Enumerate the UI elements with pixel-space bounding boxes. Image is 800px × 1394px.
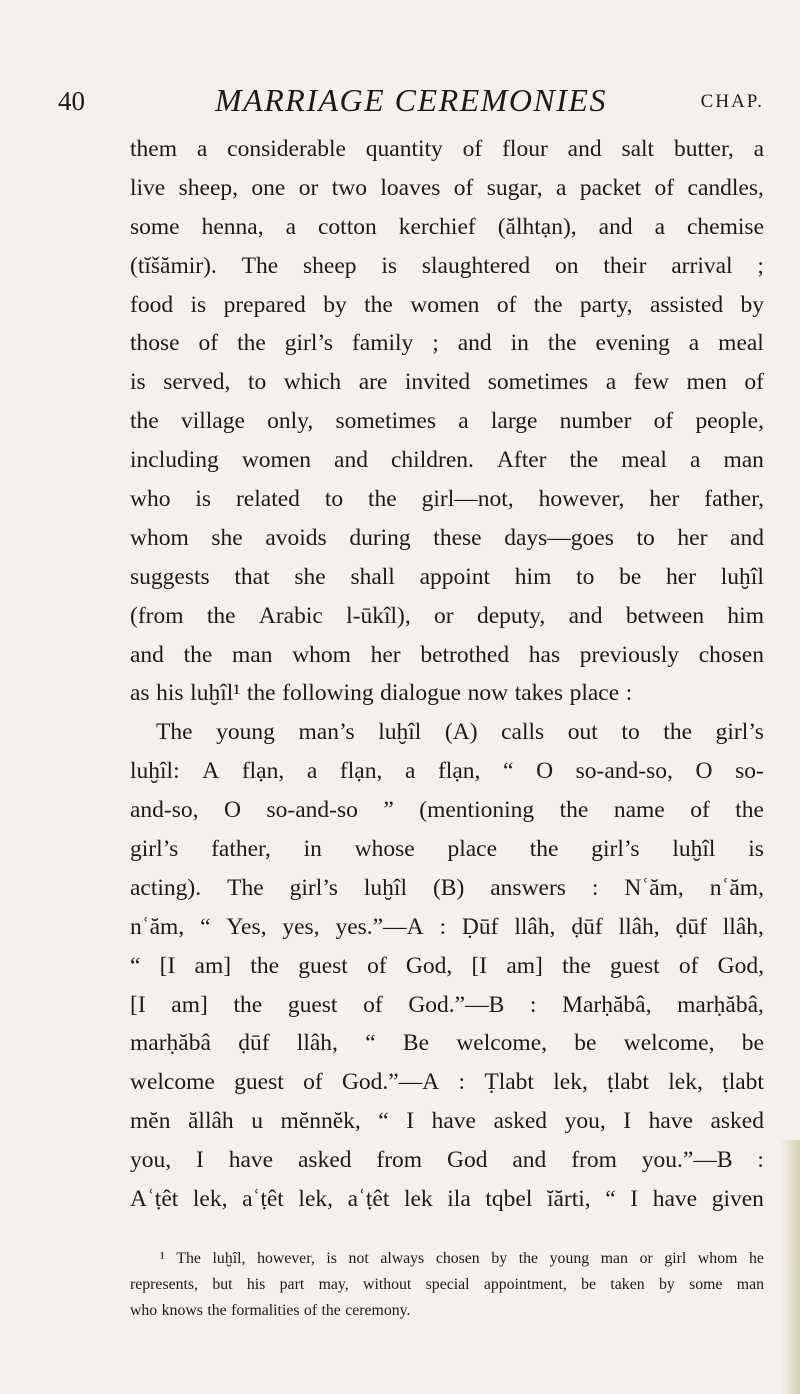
footnote-line: represents, but his part may, without special appointment, be taken by some man xyxy=(130,1276,764,1293)
text-line: the village only, sometimes a large number of people, xyxy=(130,408,764,435)
text-line: as his luḫîl¹ the following dialogue now takes place : xyxy=(130,680,633,707)
running-title: MARRIAGE CEREMONIES xyxy=(215,82,607,118)
text-line: suggests that she shall appoint him to be her luḫîl xyxy=(130,563,764,590)
footnotes xyxy=(130,1246,764,1324)
text-line: marḥăbâ ḍūf llâh, “ Be welcome, be welcome, be xyxy=(130,1030,764,1057)
text-line: live sheep, one or two loaves of sugar, a packet of candles, xyxy=(130,174,764,201)
text-line: welcome guest of God.”—A : Ṭlabt lek, ṭlabt lek, ṭlabt xyxy=(130,1069,764,1096)
text-line: them a considerable quantity of flour and salt butter, a xyxy=(130,136,764,162)
text-line: you, I have asked from God and from you.”—B : xyxy=(130,1147,764,1174)
text-line: (from the Arabic l-ūkîl), or deputy, and between him xyxy=(130,602,764,629)
text-line: and-so, O so-and-so ” (mentioning the name of the xyxy=(130,797,764,824)
text-line: acting). The girl’s luḫîl (B) answers : Nʿăm, nʿăm, xyxy=(130,874,764,901)
text-line: is served, to which are invited sometimes a few men of xyxy=(130,369,764,396)
text-line: Aʿṭêt lek, aʿṭêt lek, aʿṭêt lek ila tqbel ĭărti, “ I have given xyxy=(130,1186,764,1213)
text-line: (tĭšămir). The sheep is slaughtered on their arrival ; xyxy=(130,252,764,279)
text-line: mĕn ăllâh u mĕnnĕk, “ I have asked you, I have asked xyxy=(130,1108,764,1135)
chapter-label: CHAP. xyxy=(700,91,764,112)
text-line: including women and children. After the meal a man xyxy=(130,447,764,474)
text-line: The young man’s luḫîl (A) calls out to the girl’s xyxy=(156,719,764,746)
page-number: 40 xyxy=(58,86,85,116)
footnote-line: who knows the formalities of the ceremony. xyxy=(130,1302,411,1319)
page-header xyxy=(58,74,764,124)
text-line: [I am] the guest of God.”—B : Marḥăbâ, marḥăbâ, xyxy=(130,991,764,1018)
body-text xyxy=(130,130,764,1219)
footnote-line: ¹ The luḫîl, however, is not always chosen by the young man or girl whom he xyxy=(160,1250,764,1267)
text-line: and the man whom her betrothed has previously chosen xyxy=(130,641,764,668)
text-line: food is prepared by the women of the party, assisted by xyxy=(130,291,764,318)
text-line: luḫîl: A flạn, a flạn, a flạn, “ O so-and-so, O so- xyxy=(130,758,764,785)
text-line: “ [I am] the guest of God, [I am] the guest of God, xyxy=(130,952,764,979)
text-line: who is related to the girl—not, however, her father, xyxy=(130,486,764,513)
page-edge-stain xyxy=(780,1140,800,1394)
text-line: those of the girl’s family ; and in the evening a meal xyxy=(130,330,764,357)
text-line: some henna, a cotton kerchief (ălhtạn), and a chemise xyxy=(130,213,764,240)
text-line: nʿăm, “ Yes, yes, yes.”—A : Ḍūf llâh, ḍūf llâh, ḍūf llâh, xyxy=(130,913,764,940)
text-line: girl’s father, in whose place the girl’s luḫîl is xyxy=(130,836,764,863)
text-line: whom she avoids during these days—goes to her and xyxy=(130,524,764,551)
